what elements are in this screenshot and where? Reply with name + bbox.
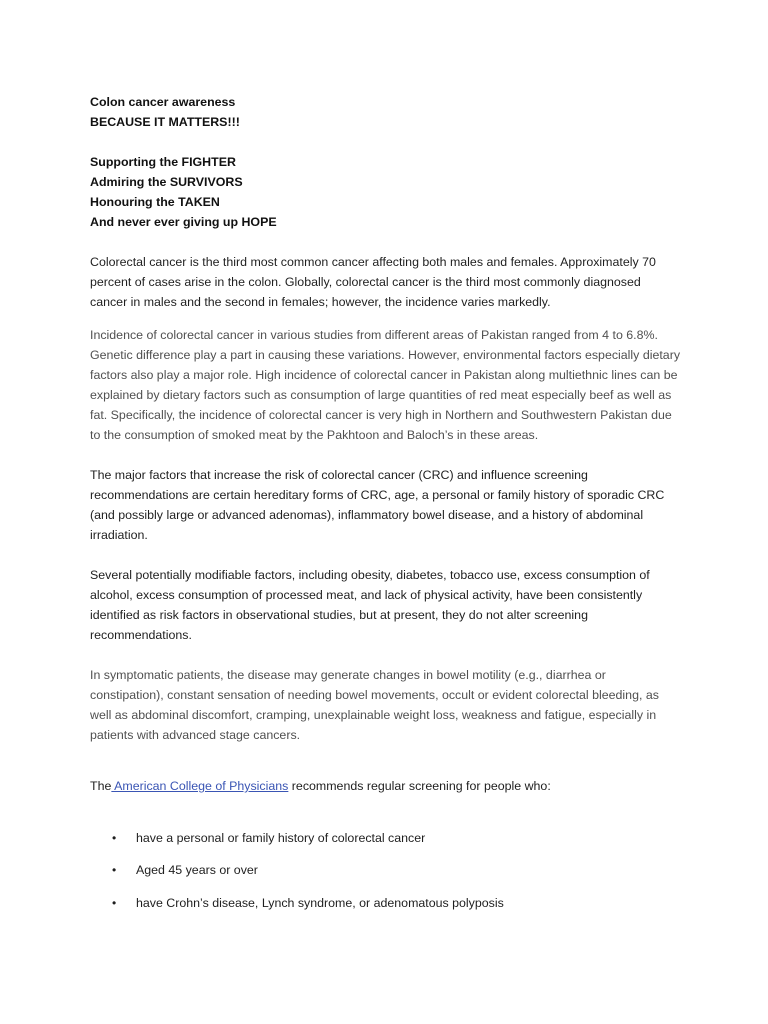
acp-suffix: recommends regular screening for people who:: [288, 779, 551, 793]
list-item-text: have Crohn’s disease, Lynch syndrome, or adenomatous polyposis: [136, 896, 504, 910]
paragraph-risk-factors: The major factors that increase the risk of colorectal cancer (CRC) and influence screening recommendations are certain hereditary forms of CRC, age, a personal or family history of sporadic CRC (and possibly large or advanced adenomas), inflammatory bowel disease, and a history of abdominal irradiation.: [90, 468, 665, 542]
paragraph-pakistan-incidence: Incidence of colorectal cancer in various studies from different areas of Pakistan ranged from 4 to 6.8%. Genetic difference play a part in causing these variations. However, environmental factors especially dietary factors also play a major role. High incidence of colorectal cancer in Pakistan along multiethnic lines can be explained by dietary factors such as consumption of large quantities of red meat especially beef as well as fat. Specifically, the incidence of colorectal cancer is very high in Northern and Southwestern Pakistan due to the consumption of smoked meat by the Pakhtoon and Baloch’s in these areas.: [90, 328, 681, 442]
screening-list: [90, 828, 680, 913]
list-item: [90, 828, 680, 848]
acp-recommendation: [90, 776, 680, 796]
tagline-survivors: Admiring the SURVIVORS: [90, 175, 243, 189]
tagline-hope: And never ever giving up HOPE: [90, 215, 277, 229]
list-item-text: Aged 45 years or over: [136, 863, 258, 877]
bullet-icon: •: [112, 896, 117, 910]
list-item: [90, 893, 680, 913]
document-body: [90, 92, 680, 913]
heading-subtitle: BECAUSE IT MATTERS!!!: [90, 115, 240, 129]
paragraph-symptoms: In symptomatic patients, the disease may generate changes in bowel motility (e.g., diarrhea or constipation), constant sensation of needing bowel movements, occult or evident colorectal bleeding, as well as abdominal discomfort, cramping, unexplainable weight loss, weakness and fatigue, especially in patients with advanced stage cancers.: [90, 668, 659, 742]
paragraph-overview: Colorectal cancer is the third most common cancer affecting both males and females. Approximately 70 percent of cases arise in the colon. Globally, colorectal cancer is the third most commonly diagnosed cancer in males and the second in females; however, the incidence varies markedly.: [90, 255, 656, 309]
acp-link[interactable]: American College of Physicians: [111, 779, 289, 793]
heading-title: Colon cancer awareness: [90, 95, 236, 109]
awareness-heading: [90, 92, 680, 232]
tagline-taken: Honouring the TAKEN: [90, 195, 220, 209]
acp-prefix: The: [90, 779, 112, 793]
tagline-fighter: Supporting the FIGHTER: [90, 155, 236, 169]
bullet-icon: •: [112, 831, 117, 845]
bullet-icon: •: [112, 863, 117, 877]
paragraph-modifiable-factors: Several potentially modifiable factors, including obesity, diabetes, tobacco use, excess consumption of alcohol, excess consumption of processed meat, and lack of physical activity, have been consistently identified as risk factors in observational studies, but at present, they do not alter screening recommendations.: [90, 568, 650, 642]
list-item-text: have a personal or family history of colorectal cancer: [136, 831, 426, 845]
list-item: [90, 860, 680, 880]
